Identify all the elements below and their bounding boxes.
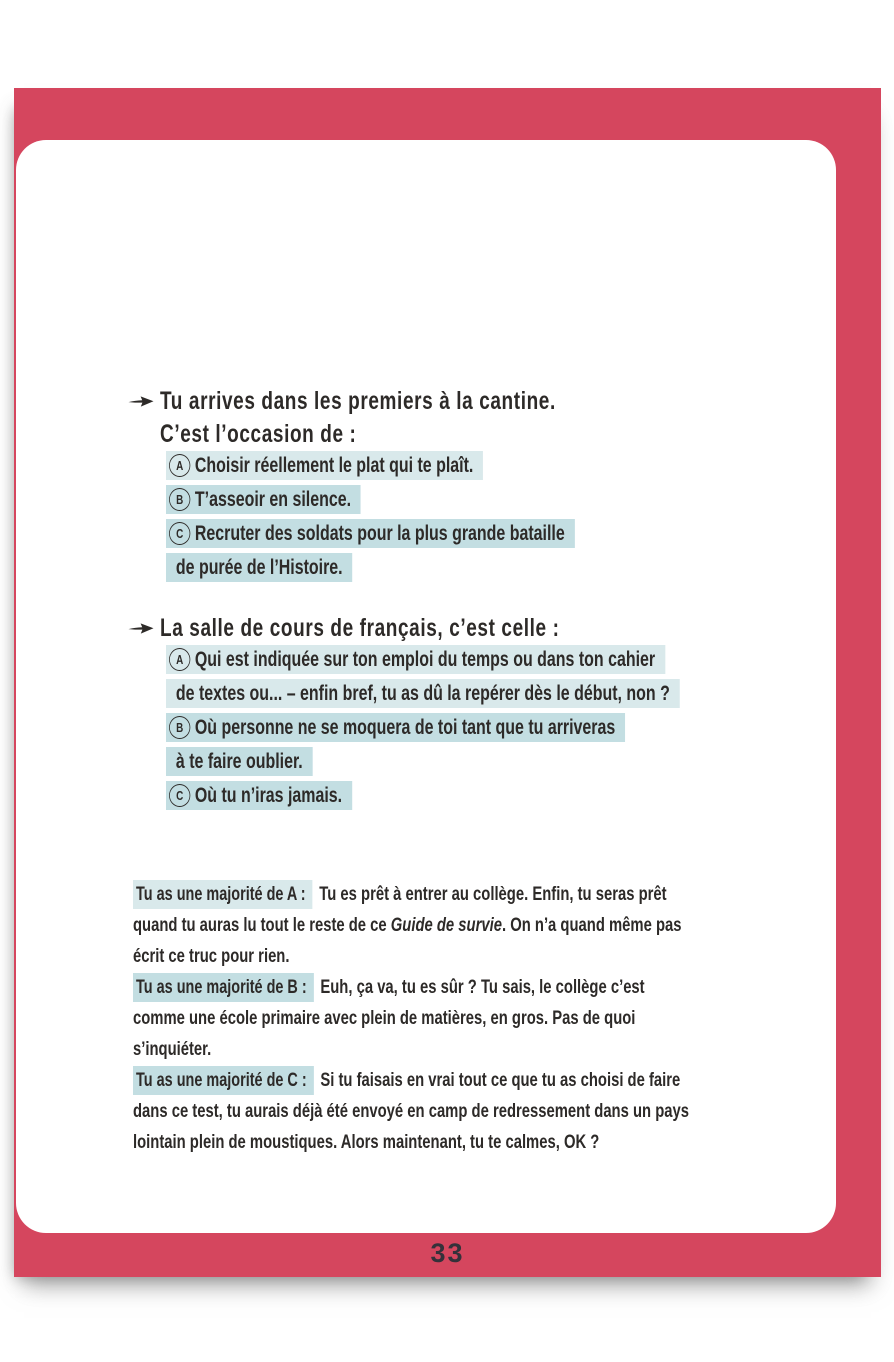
result-line: [133, 1065, 836, 1096]
quiz-question-1: [16, 385, 836, 582]
result-text: lointain plein de moustiques. Alors maintenant, tu te calmes, OK ?: [133, 1131, 600, 1153]
option-highlight: [166, 553, 353, 582]
answer-option-b-continuation: [166, 747, 836, 776]
result-text-italic: Guide de survie: [390, 914, 502, 936]
result-line: [133, 1034, 836, 1065]
option-letter: B: [176, 492, 184, 507]
result-text: Tu es prêt à entrer au collège. Enfin, tu seras prêt: [319, 883, 667, 905]
option-letter: B: [176, 720, 184, 735]
answer-options: [128, 451, 836, 582]
page-background-board: [14, 88, 881, 1277]
result-text: Si tu faisais en vrai tout ce que tu as choisi de faire: [320, 1069, 681, 1091]
question-title-text: Tu arrives dans les premiers à la cantine.: [160, 387, 556, 415]
option-letter-badge: [169, 488, 190, 511]
option-text: Choisir réellement le plat qui te plaît.: [194, 453, 474, 477]
result-text: Euh, ça va, tu es sûr ? Tu sais, le collège c’est: [320, 976, 645, 998]
option-letter-badge: [169, 454, 190, 477]
option-letter-badge: [169, 522, 190, 545]
option-highlight: [166, 645, 665, 674]
option-highlight: [166, 747, 313, 776]
option-text: Où tu n’iras jamais.: [194, 783, 343, 807]
result-line: [133, 879, 836, 910]
result-line: [133, 941, 836, 972]
result-label-c: Tu as une majorité de C :: [133, 1066, 314, 1095]
result-line: [133, 972, 836, 1003]
arrow-bullet-icon: [128, 612, 160, 645]
option-letter: C: [176, 788, 184, 803]
option-highlight: [166, 781, 352, 810]
option-highlight: [166, 519, 575, 548]
quiz-results: [16, 879, 836, 1158]
option-text: Qui est indiquée sur ton emploi du temps ou dans ton cahier: [194, 647, 656, 671]
option-text: Recruter des soldats pour la plus grande bataille: [194, 521, 565, 545]
option-letter-badge: [169, 716, 190, 739]
option-letter: C: [176, 526, 184, 541]
arrow-bullet-icon: [128, 385, 160, 418]
result-label-b: Tu as une majorité de B :: [133, 973, 314, 1002]
result-line: [133, 1003, 836, 1034]
answer-options: [128, 645, 836, 810]
result-text: écrit ce truc pour rien.: [133, 945, 290, 967]
question-title-line: [160, 418, 681, 451]
answer-option-a-continuation: [166, 679, 836, 708]
page-number: 33: [430, 1238, 465, 1268]
result-text: dans ce test, tu aurais déjà été envoyé en camp de redressement dans un pays: [133, 1100, 689, 1122]
question-title-line: [160, 612, 686, 645]
option-letter: A: [176, 652, 184, 667]
question-heading: [128, 612, 836, 645]
result-text: comme une école primaire avec plein de matières, en gros. Pas de quoi: [133, 1007, 636, 1029]
option-letter-badge: [169, 648, 190, 671]
result-line: [133, 1127, 836, 1158]
result-label-a: Tu as une majorité de A :: [133, 880, 312, 909]
option-text: de purée de l’Histoire.: [175, 555, 343, 579]
quiz-question-2: [16, 612, 836, 810]
answer-option-c-continuation: [166, 553, 836, 582]
option-letter: A: [176, 458, 184, 473]
option-letter-badge: [169, 784, 190, 807]
option-text: Où personne ne se moquera de toi tant que tu arriveras: [194, 715, 616, 739]
option-highlight: [166, 679, 680, 708]
answer-option-a: [166, 645, 836, 674]
answer-option-b: [166, 713, 836, 742]
question-heading: [128, 385, 836, 451]
result-text: . On n’a quand même pas: [501, 914, 682, 936]
option-highlight: [166, 485, 361, 514]
result-text: s’inquiéter.: [133, 1038, 212, 1060]
result-line: [133, 1096, 836, 1127]
result-line: [133, 910, 836, 941]
content-card: [16, 140, 836, 1233]
question-title-text: C’est l’occasion de :: [160, 420, 357, 448]
question-title-text: La salle de cours de français, c’est celle :: [160, 614, 560, 642]
result-text: quand tu auras lu tout le reste de ce: [133, 914, 391, 936]
answer-option-c: [166, 519, 836, 548]
answer-option-a: [166, 451, 836, 480]
option-text: T’asseoir en silence.: [194, 487, 352, 511]
answer-option-b: [166, 485, 836, 514]
question-title-line: [160, 385, 681, 418]
option-highlight: [166, 713, 625, 742]
answer-option-c: [166, 781, 836, 810]
option-text: à te faire oublier.: [175, 749, 303, 773]
option-highlight: [166, 451, 483, 480]
option-text: de textes ou... – enfin bref, tu as dû la repérer dès le début, non ?: [175, 681, 670, 705]
